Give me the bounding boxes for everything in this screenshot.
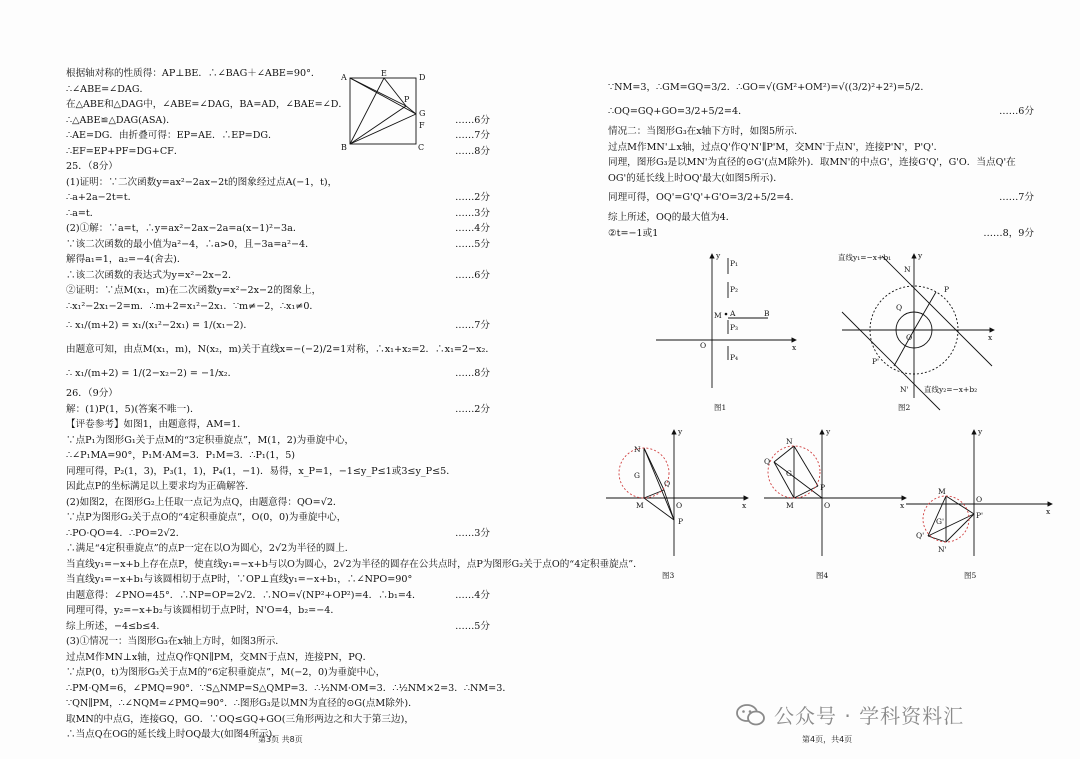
text-line: ②证明：∵点M(x₁，m)在二次函数y=x²−2x−2的图象上， xyxy=(66,285,322,296)
label-P-prime: P' xyxy=(872,357,880,366)
text-line: ∴满足“4定积垂旋点”的点P一定在以O为圆心，2√2为半径的圆上． xyxy=(66,543,355,554)
figure-1 xyxy=(650,248,800,418)
wechat-icon xyxy=(736,703,766,727)
text-line: ∴ x₁/(m+2) = x₁/(x₁²−2x₁) = 1/(x₁−2)． ……7分 xyxy=(66,314,490,338)
text-line: 由题意得：∠PNO=45°．∴NP=OP=2√2．∴NO=√(NP²+OP²)=4．∴b₁=4． ……4分 xyxy=(66,588,490,604)
caption: 图1 xyxy=(714,403,727,412)
label-P: P xyxy=(820,483,826,492)
text-line: ∵点P为图形G₂关于点O的“4定积垂旋点”，O(0，0)为垂旋中心， xyxy=(66,512,347,523)
label-O: O xyxy=(906,333,913,342)
text-line: ∴ x₁/(m+2) = 1/(2−x₂−2) = −1/x₂． ……8分 xyxy=(66,362,490,386)
label-M: M xyxy=(938,487,946,496)
text-line: ∴EF=EP+PF=DG+CF． ……8分 xyxy=(66,144,490,160)
label-N-prime: N' xyxy=(900,385,909,394)
text-line: ∴∠P₁MA=90°，P₁M·AM=3．P₁M=3．∴P₁(1，5) xyxy=(66,450,296,461)
figure-2 xyxy=(832,248,1002,418)
text-line: 同理，图形G₃是以MN'为直径的⊙G'(点M除外)．取MN'的中点G'，连接G'Q'，G'O．当点Q'在OG'的延长线上时OQ'最大(如图5所示)． xyxy=(608,157,1016,184)
label-Q-prime: Q' xyxy=(916,531,925,540)
text-line: ∴当点Q在OG的延长线上时OQ最大(如图4所示)． xyxy=(66,729,282,740)
label-x: x xyxy=(1046,507,1051,516)
label-x: x xyxy=(988,333,993,342)
text-line: 同理可得，y₂=−x+b₂与该圆相切于点P时，N'O=4，b₂=−4． xyxy=(66,605,340,616)
label-x: x xyxy=(742,501,747,510)
label-Q: Q xyxy=(664,479,671,488)
text-line: 同理可得，P₂(1，3)，P₃(1，1)，P₄(1，−1)．易得，x_P=1，−1≤y_P≤1或3≤y_P≤5． xyxy=(66,465,456,477)
label-F: F xyxy=(419,121,425,130)
left-column xyxy=(66,66,643,743)
text-line: ∴△ABE≌△DAG(ASA)． ……6分 xyxy=(66,113,490,129)
text-line: (2)如图2，在图形G₂上任取一点记为点Q，由题意得：QO=√2． xyxy=(66,496,343,508)
label-O: O xyxy=(700,341,707,350)
label-G: G xyxy=(786,469,792,478)
text-line: 因此点P的坐标满足以上要求均为正确解答． xyxy=(66,481,255,492)
text-line: ∴AE=DG．由折叠可得：EP=AE．∴EP=DG． ……7分 xyxy=(66,128,490,144)
label-y: y xyxy=(978,427,983,436)
label-y: y xyxy=(678,427,683,436)
text-line: 过点M作MN'⊥x轴，过点Q'作Q'N'∥P'M，交MN'于点N'，连接P'N'，P'Q'． xyxy=(608,141,944,153)
caption: 图5 xyxy=(964,571,977,580)
label-N-prime: N' xyxy=(938,545,947,554)
label-N: N xyxy=(904,265,911,274)
label-G-prime: G' xyxy=(936,517,945,526)
label-O: O xyxy=(824,501,831,510)
label-P4: P₄ xyxy=(730,353,739,362)
label-y: y xyxy=(716,251,721,260)
text-line: 由题意可知，由点M(x₁，m)，N(x₂，m)关于直线x=−(−2)/2=1对称，∴x₁+x₂=2．∴x₁=2−x₂． xyxy=(66,344,495,355)
label-P: P xyxy=(944,285,950,294)
text-line: ∵NM=3，∴GM=GQ=3/2．∴GO=√(GM²+OM²)=√((3/2)²+2²)=5/2． xyxy=(608,82,930,93)
text-line: 取MN的中点G，连接GQ，GO．∵OQ≤GQ+GO(三角形两边之和大于第三边)， xyxy=(66,713,414,725)
label-Q: Q xyxy=(764,457,771,466)
label-P-prime: P' xyxy=(976,511,984,520)
text-line: ∴∠ABE=∠DAG． xyxy=(66,83,150,95)
figure-3 xyxy=(602,424,752,584)
caption: 图4 xyxy=(816,571,829,580)
label-x: x xyxy=(900,501,905,510)
text-line: ∴PM·QM=6，∠PMQ=90°．∵S△NMP=S△QMP=3．∴½NM·OM=3．∴½NM×2=3．∴NM=3． xyxy=(66,682,512,694)
text-line: 根据轴对称的性质得：AP⊥BE．∴∠BAG＋∠ABE=90°． xyxy=(66,68,321,79)
text-line: (1)证明：∵二次函数y=ax²−2ax−2t的图象经过点A(−1，t)， xyxy=(66,176,338,188)
figure-5 xyxy=(902,424,1056,584)
text-line: ∵该二次函数的最小值为a²−4，∴a>0，且−3a=a²−4． ……5分 xyxy=(66,237,490,253)
label-P3: P₃ xyxy=(730,323,739,332)
text-line: ∴a+2a−2t=t． ……2分 xyxy=(66,190,490,206)
text-line: ∴该二次函数的表达式为y=x²−2x−2． ……6分 xyxy=(66,268,490,284)
text-line: 解得a₁=1，a₂=−4(舍去)． xyxy=(66,254,187,265)
label-G: G xyxy=(419,109,426,118)
text-line: (2)①解：∵a=t，∴y=ax²−2ax−2a=a(x−1)²−3a． ……4分 xyxy=(66,221,490,237)
label-B: B xyxy=(764,309,770,318)
text-line: 综上所述，−4≤b≤4． ……5分 xyxy=(66,619,490,635)
text-line: ∴PO·QO=4．∴PO=2√2． ……3分 xyxy=(66,526,490,542)
label-O: O xyxy=(676,501,683,510)
label-D: D xyxy=(419,73,426,82)
label-x: x xyxy=(792,343,797,352)
text-line: 综上所述，OQ的最大值为4． xyxy=(608,212,736,223)
label-A: A xyxy=(341,73,347,82)
label-G: G xyxy=(634,471,640,480)
text-line: ∵点P(0，t)为图形G₃关于点M的“6定积垂旋点”，M(−2，0)为垂旋中心， xyxy=(66,667,386,678)
label-P: P xyxy=(678,517,684,526)
label-P2: P₂ xyxy=(730,285,739,294)
label-O: O xyxy=(976,495,983,504)
label-A: A xyxy=(730,309,736,318)
text-line: ∴OQ=GQ+GO=3/2+5/2=4． ……6分 xyxy=(608,100,1034,124)
text-line: 解：(1)P(1，5)(答案不唯一)． ……2分 xyxy=(66,402,490,418)
text-line: ∴x₁²−2x₁−2=m．∴m+2=x₁²−2x₁．∵m≠−2，∴x₁≠0． xyxy=(66,300,320,312)
text-line: 当直线y₁=−x+b上存在点P，使直线y₁=−x+b与以O为圆心，2√2为半径的圆存在公共点时，点P为图形G₂关于点O的“4定积垂旋点”． xyxy=(66,558,643,570)
label-B: B xyxy=(341,143,347,152)
caption: 图3 xyxy=(662,571,675,580)
text-line: 当直线y₁=−x+b₁与该圆相切于点P时，∵OP⊥直线y₁=−x+b₁，∴∠NPO=90° xyxy=(66,574,413,585)
label-P1: P₁ xyxy=(730,259,739,268)
question-heading: 25．（8分） xyxy=(66,161,118,172)
label-y: y xyxy=(826,427,831,436)
label-C: C xyxy=(418,143,425,152)
watermark-text: 公众号 · 学科资料汇 xyxy=(774,704,965,728)
label-M: M xyxy=(636,501,644,510)
line2-label: 直线y₂=−x+b₂ xyxy=(924,385,978,394)
label-y: y xyxy=(918,251,923,260)
text-line: ②t=−1或1 ……8，9分 xyxy=(608,226,1034,242)
right-column xyxy=(608,76,1034,241)
caption: 图2 xyxy=(898,403,911,412)
label-N: N xyxy=(786,437,793,446)
square-figure xyxy=(340,70,468,152)
line1-label: 直线y₁=−x+b₁ xyxy=(838,253,892,262)
page-footer-right: 第4页，共4页 xyxy=(802,735,853,744)
text-line: ∵点P₁为图形G₁关于点M的“3定积垂旋点”，M(1，2)为垂旋中心， xyxy=(66,434,355,446)
page-footer-left: 第3页 共8页 xyxy=(258,735,303,744)
label-E: E xyxy=(381,69,387,78)
text-line: (3)①情况一：当图形G₃在x轴上方时，如图3所示． xyxy=(66,636,285,647)
watermark xyxy=(736,700,964,729)
label-P: P xyxy=(404,95,410,104)
text-line: 过点M作MN⊥x轴，过点Q作QN∥PM，交MN于点N，连接PN，PQ． xyxy=(66,651,373,663)
question-heading: 26．（9分） xyxy=(66,388,118,399)
text-line: 在△ABE和△DAG中，∠ABE=∠DAG，BA=AD，∠BAE=∠D． xyxy=(66,99,348,110)
label-M: M xyxy=(786,501,794,510)
text-line: ∴a=t． ……3分 xyxy=(66,206,490,222)
text-line: 情况二：当图形G₃在x轴下方时，如图5所示． xyxy=(608,126,804,137)
label-Q: Q xyxy=(896,303,903,312)
label-N: N xyxy=(634,445,641,454)
text-line: ∵QN∥PM，∴∠NQM=∠PMQ=90°．∴图形G₃是以MN为直径的⊙G(点M除外)． xyxy=(66,698,418,709)
text-line: 同理可得，OQ'=G'Q'+G'O=3/2+5/2=4． ……7分 xyxy=(608,186,1034,210)
text-line: 【评卷参考】如图1，由题意得，AM=1． xyxy=(66,419,247,430)
label-M: M xyxy=(714,311,722,320)
figure-4 xyxy=(760,424,910,584)
